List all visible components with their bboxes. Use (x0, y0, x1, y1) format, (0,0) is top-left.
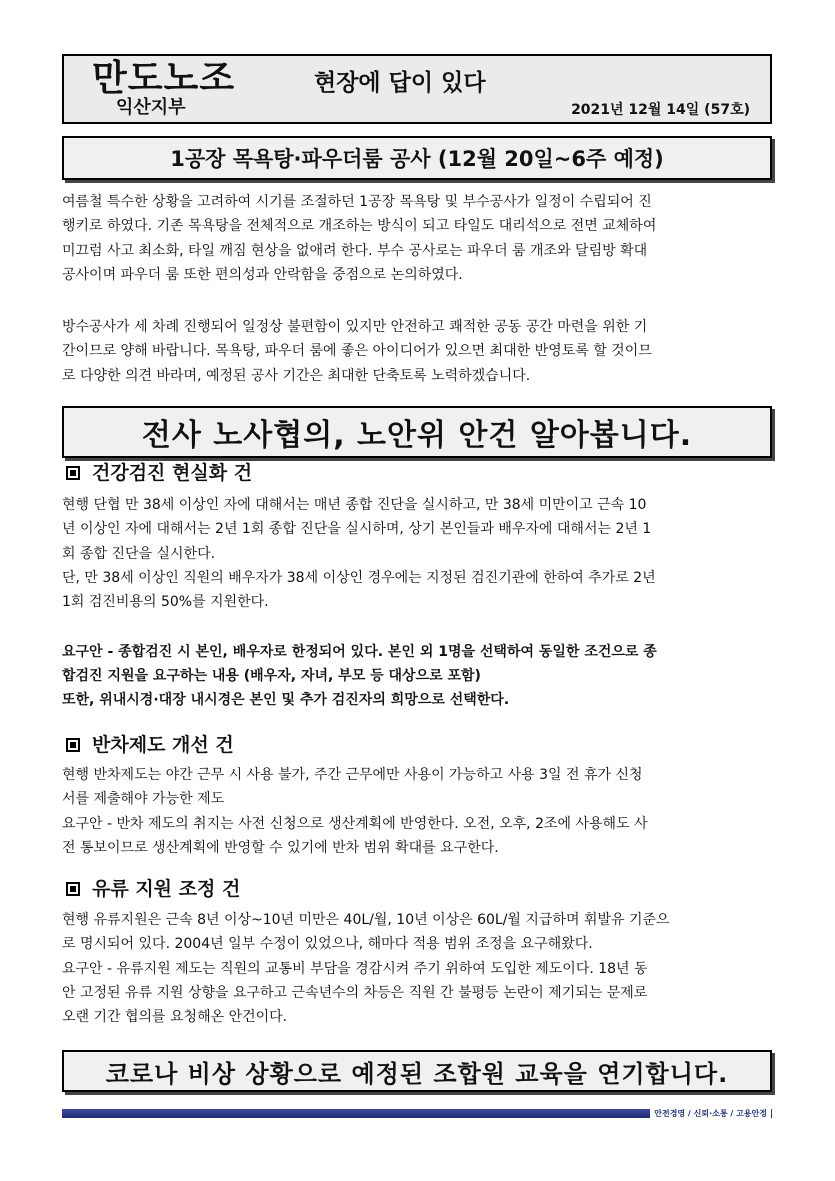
section-heading-health-checkup (66, 460, 252, 486)
branch-name: 익산지부 (116, 97, 186, 118)
section-heading-text: 유류 지원 조정 건 (92, 878, 241, 900)
section-body-health-checkup: 현행 단협 만 38세 이상인 자에 대해서는 매년 종합 진단을 실시하고, 만 38세 미만이고 근속 10 년 이상인 자에 대해서는 2년 1회 종합 진단을 실시하며, 상기 본인들과 배우자에 대해서는 2년 1 회 종합 진단을 실시한다. 단, 만 38세 이상인 직원의 배우자가 38세 이상인 경우에는 지정된 검진기관에 한하여 추가로 2년 1회 검진비용의 50%를 지원한다. (62, 497, 656, 611)
square-bullet-icon (66, 882, 80, 896)
article-1-paragraph-2: 방수공사가 세 차례 진행되어 일정상 불편함이 있지만 안전하고 쾌적한 공동 공간 마련을 위한 기 간이므로 양해 바랍니다. 목욕탕, 파우더 룸에 좋은 아이디어가 있으면 최대한 반영토록 할 것이므 로 다양한 의견 바라며, 예정된 공사 기간은 최대한 단축토록 노력하겠습니다. (62, 319, 652, 384)
section-heading-text: 반차제도 개선 건 (92, 734, 234, 756)
section-heading-fuel-support (66, 876, 240, 902)
section-heading-half-day-leave (66, 732, 234, 758)
notice-title: 코로나 비상 상황으로 예정된 조합원 교육을 연기합니다. (62, 1050, 772, 1092)
section-body-fuel-support: 현행 유류지원은 근속 8년 이상~10년 미만은 40L/월, 10년 이상은 60L/월 지급하며 휘발유 기준으 로 명시되어 있다. 2004년 일부 수정이 있었으나, 해마다 적용 범위 조정을 요구해왔다. 요구안 - 유류지원 제도는 직원의 교통비 부담을 경감시켜 주기 위하여 도입한 제도이다. 18년 동 안 고정된 유류 지원 상향을 요구하고 근속년수의 차등은 직원 간 불평등 논란이 제기되는 문제로 오랜 기간 협의를 요청해온 안건이다. (62, 912, 670, 1026)
section-heading-text: 건강검진 현실화 건 (92, 462, 253, 484)
section-body-half-day-leave: 현행 반차제도는 야간 근무 시 사용 불가, 주간 근무에만 사용이 가능하고 사용 3일 전 휴가 신청 서를 제출해야 가능한 제도 요구안 - 반차 제도의 취지는 사전 신청으로 생산계획에 반영한다. 오전, 오후, 2조에 사용해도 사 전 통보이므로 생산계획에 반영할 수 있기에 반차 범위 확대를 요구한다. (62, 767, 648, 856)
article-1-paragraph-1: 여름철 특수한 상황을 고려하여 시기를 조절하던 1공장 목욕탕 및 부수공사가 일정이 수립되어 진 행키로 하였다. 기존 목욕탕을 전체적으로 개조하는 방식이 되고 타일도 대리석으로 전면 교체하여 미끄럼 사고 최소화, 타일 깨짐 현상을 없애려 한다. 부수 공사로는 파우더 룸 개조와 달림방 확대 공사이며 파우더 룸 또한 편의성과 안락함을 중점으로 논의하였다. (62, 194, 657, 283)
square-bullet-icon (66, 466, 80, 480)
issue-date: 2021년 12월 14일 (57호) (571, 102, 750, 118)
section-demand-health-checkup: 요구안 - 종합검진 시 본인, 배우자로 한정되어 있다. 본인 외 1명을 선택하여 동일한 조건으로 종 합검진 지원을 요구하는 내용 (배우자, 자녀, 부모 등 대상으로 포함) 또한, 위내시경·대장 내시경은 본인 및 추가 검진자의 희망으로 선택한다. (62, 644, 657, 708)
footer-slogan: 안전경영 / 신뢰·소통 / 고용안정 (650, 1107, 771, 1120)
motto: 현장에 답이 있다 (314, 70, 486, 96)
article-1-title: 1공장 목욕탕·파우더룸 공사 (12월 20일~6주 예정) (62, 136, 772, 180)
union-name: 만도노조 (92, 58, 236, 99)
article-2-title: 전사 노사협의, 노안위 안건 알아봅니다. (62, 406, 772, 458)
newsletter-header (62, 54, 772, 124)
square-bullet-icon (66, 738, 80, 752)
